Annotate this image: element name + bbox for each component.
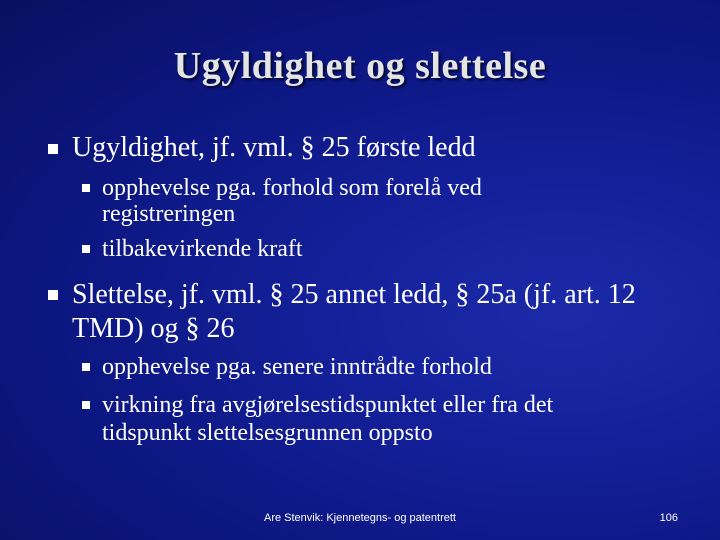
- sub-bullet-2-2-line-2: tidspunkt slettelsesgrunnen oppsto: [102, 420, 433, 446]
- bullet-square-icon: [82, 363, 90, 371]
- sub-bullet-1-2-line-1: tilbakevirkende kraft: [102, 236, 303, 262]
- sub-bullet-1-1-line-2: registreringen: [102, 201, 236, 227]
- slide-title: Ugyldighet og slettelse: [173, 45, 547, 87]
- bullet-square-icon: [82, 184, 90, 192]
- bullet-square-icon: [82, 245, 90, 253]
- bullet-square-icon: [48, 290, 58, 300]
- page-number: 106: [659, 512, 678, 524]
- bullet-square-icon: [48, 144, 58, 154]
- sub-bullet-2-1-line-1: opphevelse pga. senere inntrådte forhold: [102, 354, 492, 380]
- footer-author: Are Stenvik: Kjennetegns- og patentrett: [263, 512, 456, 524]
- bullet-2-line-2: TMD) og § 26: [72, 313, 235, 344]
- sub-bullet-2-2-line-1: virkning fra avgjørelsestidspunktet eller fra det: [102, 392, 554, 418]
- bullet-square-icon: [82, 401, 90, 409]
- bullet-1-text: Ugyldighet, jf. vml. § 25 første ledd: [72, 132, 476, 163]
- sub-bullet-1-1-line-1: opphevelse pga. forhold som forelå ved: [102, 175, 482, 201]
- bullet-2-line-1: Slettelse, jf. vml. § 25 annet ledd, § 25a (jf. art. 12: [72, 279, 636, 310]
